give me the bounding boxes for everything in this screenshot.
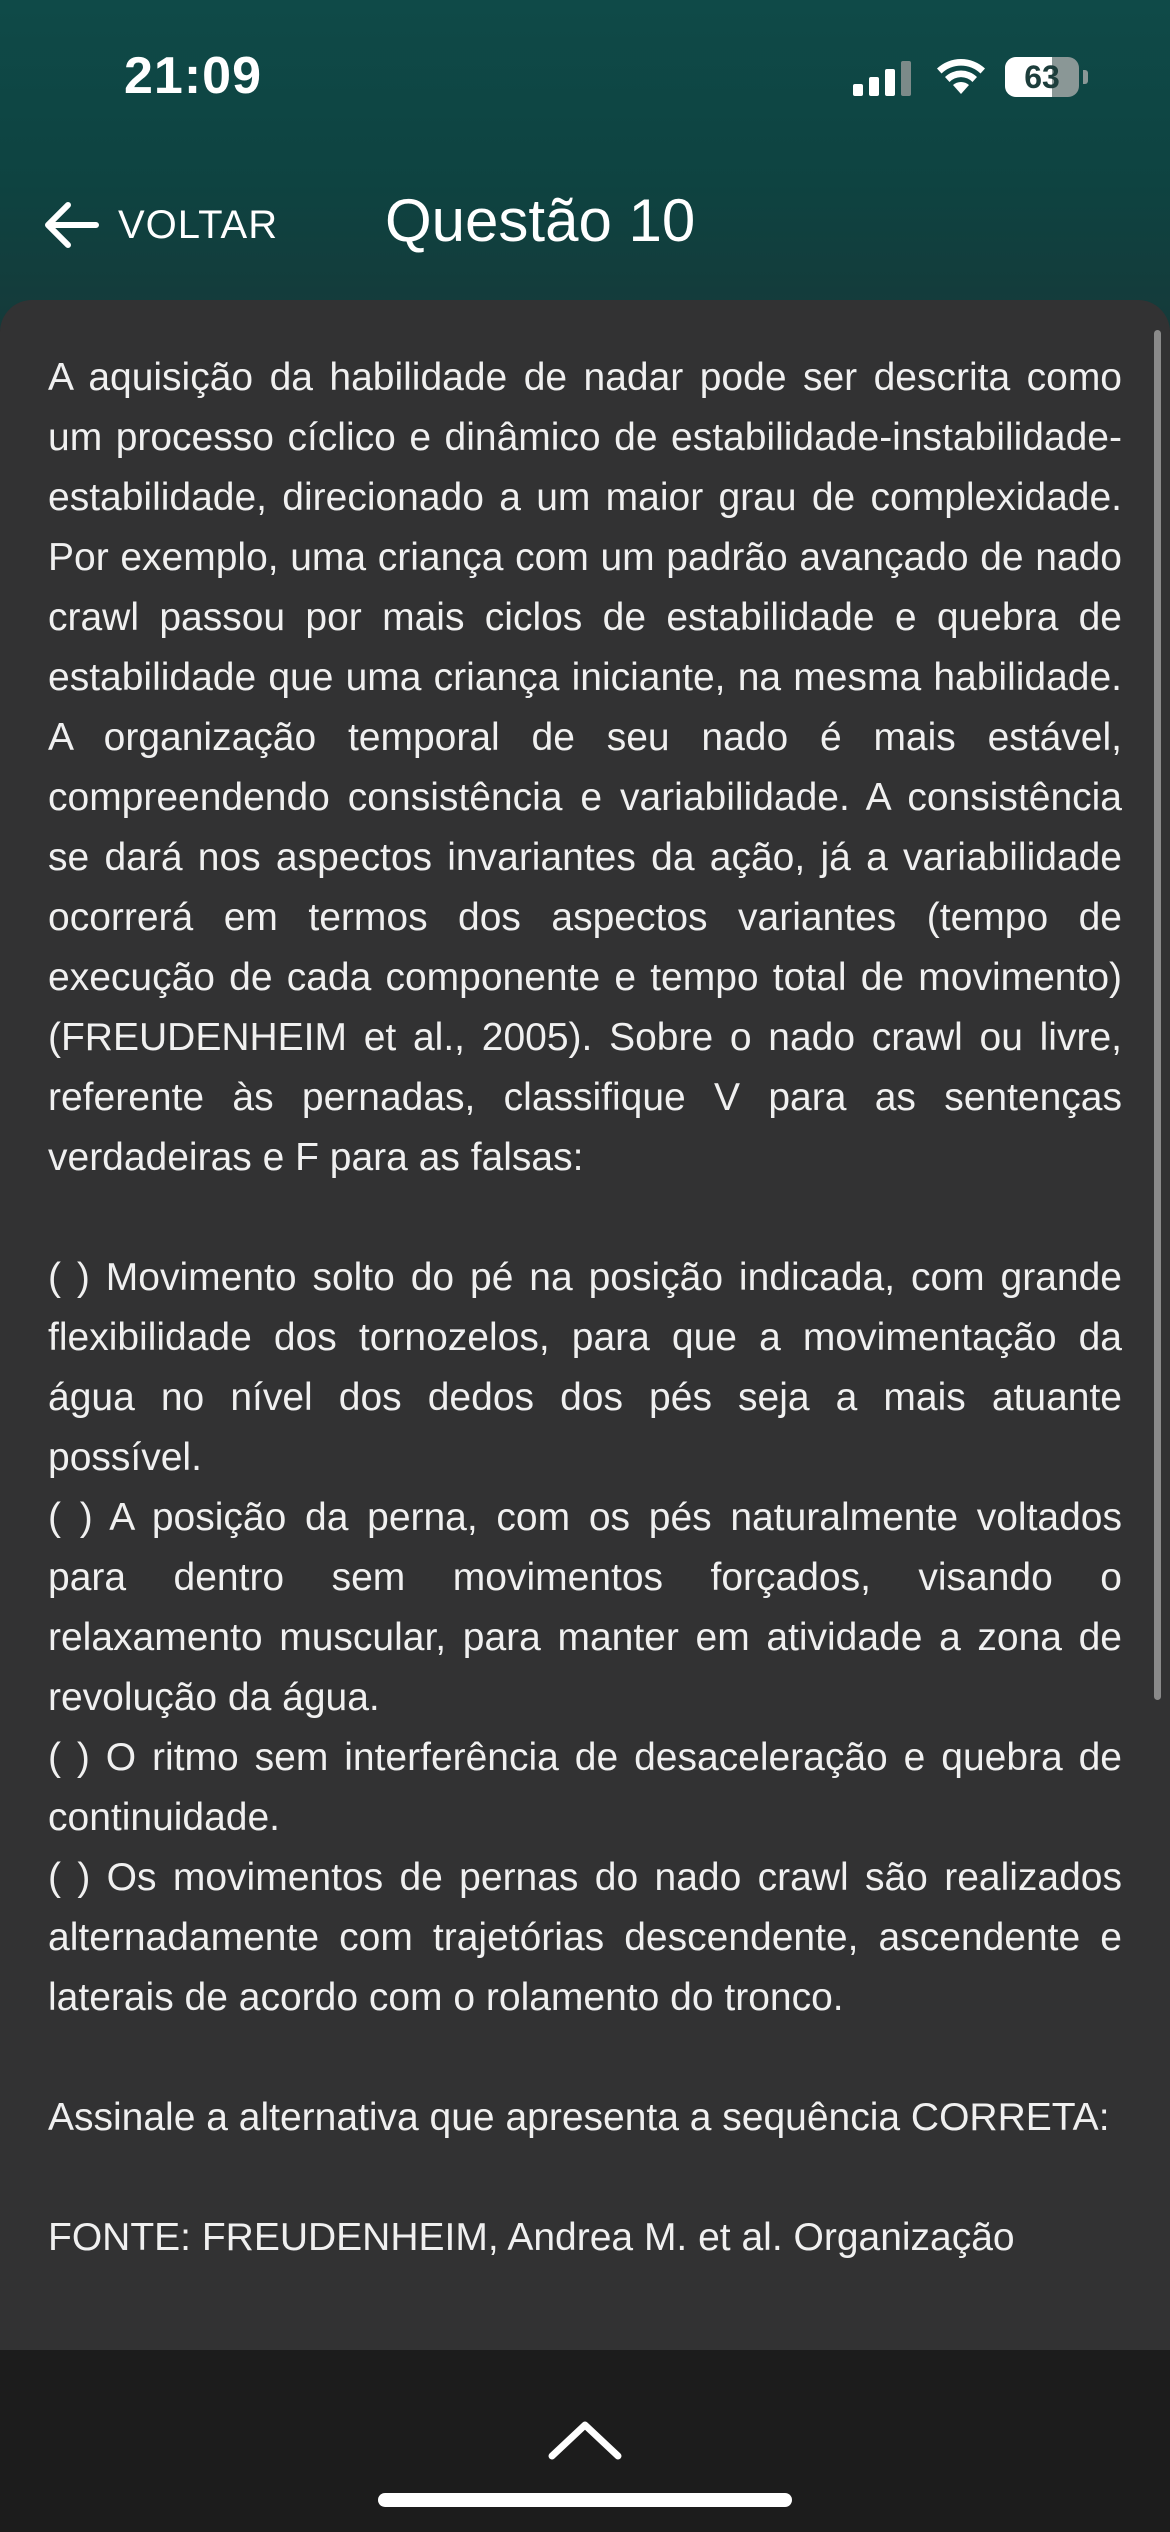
status-bar <box>0 0 1170 150</box>
app-header <box>0 0 1170 330</box>
question-card[interactable] <box>0 300 1170 2350</box>
question-text <box>48 348 1122 2268</box>
battery-tip <box>1083 70 1088 84</box>
signal-icon <box>853 60 915 96</box>
statement-item: ( ) O ritmo sem interferência de desaceleração e quebra de continuidade. <box>48 1736 1122 1839</box>
chevron-up-icon[interactable] <box>540 2410 630 2470</box>
bottom-bar <box>0 2350 1170 2532</box>
nav-bar <box>0 180 1170 270</box>
back-button[interactable] <box>42 190 278 260</box>
battery-level: 63 <box>1024 59 1060 95</box>
question-prompt: Assinale a alternativa que apresenta a sequência CORRETA: <box>48 2096 1110 2139</box>
wifi-icon <box>935 56 987 96</box>
question-source: FONTE: FREUDENHEIM, Andrea M. et al. Organização <box>48 2216 1015 2259</box>
statement-item: ( ) A posição da perna, com os pés naturalmente voltados para dentro sem movimentos forçados, visando o relaxamento muscular, para manter em atividade a zona de revolução da água. <box>48 1496 1122 1719</box>
question-intro: A aquisição da habilidade de nadar pode ser descrita como um processo cíclico e dinâmico de estabilidade-instabilidade-estabilidade, direcionado a um maior grau de complexidade. Por exemplo, uma criança com um padrão avançado de nado crawl passou por mais ciclos de estabilidade e quebra de estabilidade que uma criança iniciante, na mesma habilidade. A organização temporal de seu nado é mais estável, compreendendo consistência e variabilidade. A consistência se dará nos aspectos invariantes da ação, já a variabilidade ocorrerá em termos dos aspectos variantes (tempo de execução de cada componente e tempo total de movimento) (FREUDENHEIM et al., 2005). Sobre o nado crawl ou livre, referente às pernadas, classifique V para as sentenças verdadeiras e F para as falsas: <box>48 356 1122 1179</box>
scrollbar[interactable] <box>1154 330 1161 1700</box>
arrow-left-icon <box>42 200 100 250</box>
status-time: 21:09 <box>124 47 262 105</box>
back-label: VOLTAR <box>118 202 279 247</box>
home-indicator[interactable] <box>378 2493 792 2507</box>
page-title: Questão 10 <box>385 187 696 254</box>
battery-icon <box>1005 57 1089 97</box>
battery-body <box>1005 57 1079 97</box>
statement-item: ( ) Movimento solto do pé na posição indicada, com grande flexibilidade dos tornozelos, para que a movimentação da água no nível dos dedos dos pés seja a mais atuante possível. <box>48 1256 1122 1479</box>
statement-item: ( ) Os movimentos de pernas do nado crawl são realizados alternadamente com trajetórias descendente, ascendente e laterais de acordo com o rolamento do tronco. <box>48 1856 1122 2019</box>
